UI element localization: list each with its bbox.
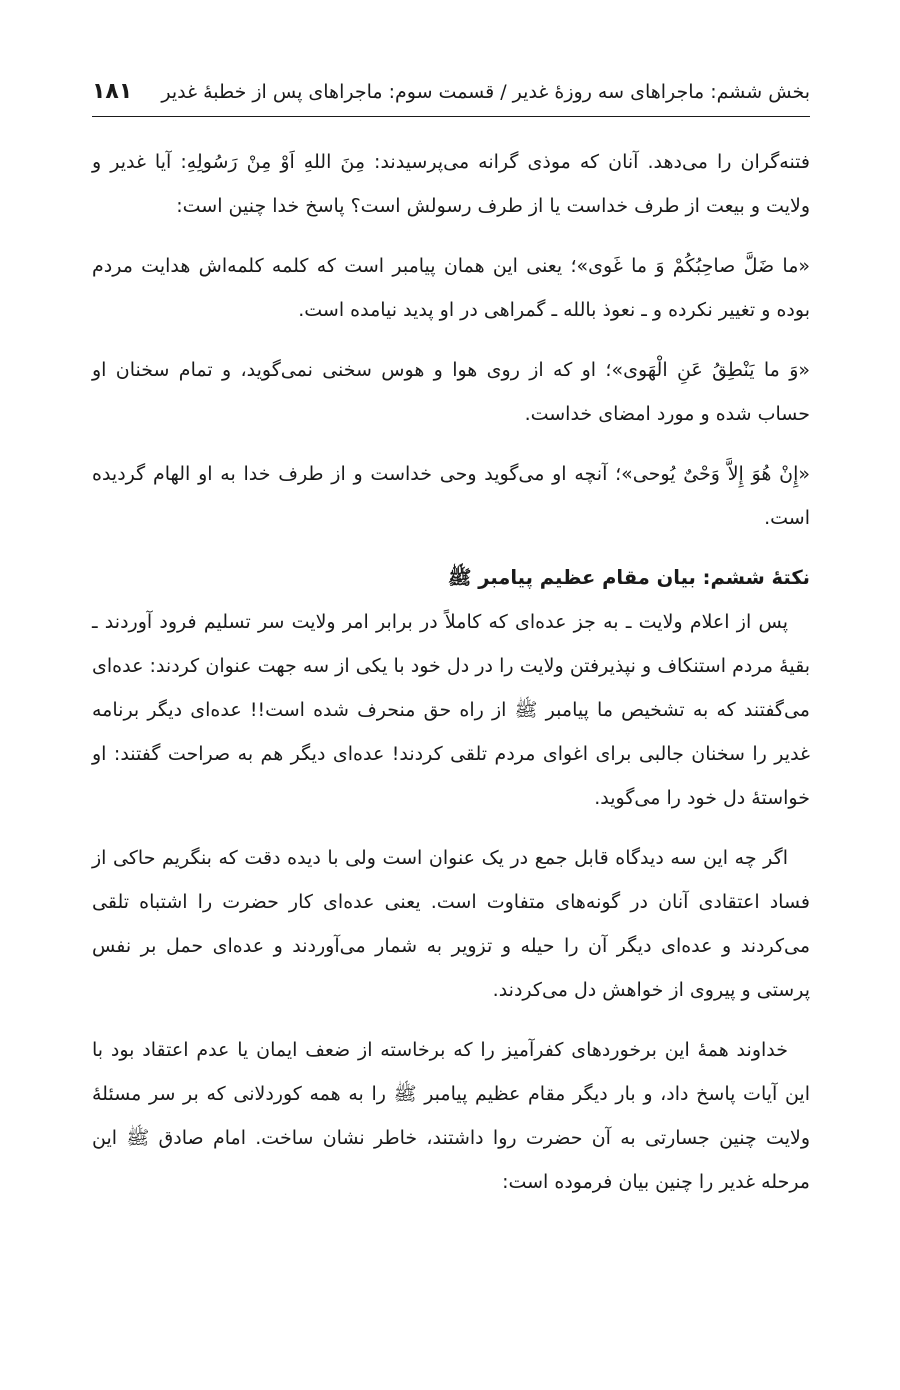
- section-paragraph-2: اگر چه این سه دیدگاه قابل جمع در یک عنوان است ولی با دیده دقت که بنگریم حاکی از فساد اعتقادی آنان در گونه‌های متفاوت است. یعنی عده‌ای کار حضرت را اشتباه تلقی می‌کردند و عده‌ای دیگر آن را حیله و تزویر به شمار می‌آوردند و عده‌ای حمل بر نفس پرستی و پیروی از خواهش دل می‌کردند.: [92, 847, 810, 1001]
- paragraph-4: «إِنْ هُوَ إِلاَّ وَحْیٌ یُوحی»؛ آنچه او می‌گوید وحی خداست و از طرف خدا به او الهام گردیده است.: [92, 463, 810, 529]
- paragraph-3: «وَ ما یَنْطِقُ عَنِ الْهَوی»؛ او که از روی هوا و هوس سخنی نمی‌گوید، و تمام سخنان او حساب شده و مورد امضای خداست.: [92, 359, 810, 425]
- section-paragraph-3: خداوند همۀ این برخوردهای کفرآمیز را که برخاسته از ضعف ایمان یا عدم اعتقاد بود با این آیات پاسخ داد، و بار دیگر مقام عظیم پیامبر ﷺ را به همه کوردلانی که بر سر مسئلۀ ولایت چنین جسارتی به آن حضرت روا داشتند، خاطر نشان ساخت. امام صادق ﷺ این مرحله غدیر را چنین بیان فرموده است:: [92, 1039, 810, 1193]
- header-title: بخش ششم: ماجراهای سه روزۀ غدیر / قسمت سوم: ماجراهای پس از خطبۀ غدیر: [161, 81, 810, 103]
- paragraph-1: فتنه‌گران را می‌دهد. آنان که موذی گرانه می‌پرسیدند: مِنَ اللهِ اَوْ مِنْ رَسُولِهِ: آیا غدیر و ولایت و بیعت از طرف خداست یا از طرف رسولش است؟ پاسخ خدا چنین است:: [92, 151, 810, 217]
- book-page: [92, 0, 810, 1390]
- page-number: ۱۸۱: [92, 79, 133, 104]
- page-body: [92, 140, 810, 1220]
- section-paragraph-1: پس از اعلام ولایت ـ به جز عده‌ای که کاملاً در برابر امر ولایت سر تسلیم فرود آوردند ـ بقیۀ مردم استنکاف و نپذیرفتن ولایت را در دل خود با یکی از سه جهت عنوان کردند: عده‌ای می‌گفتند که به تشخیص ما پیامبر ﷺ از راه حق منحرف شده است!! عده‌ای دیگر برنامه غدیر را سخنان جالبی برای اغوای مردم تلقی کردند! عده‌ای دیگر هم به صراحت گفتند: او خواستۀ دل خود را می‌گوید.: [92, 611, 810, 809]
- paragraph-2: «ما ضَلَّ صاحِبُکُمْ وَ ما غَوی»؛ یعنی این همان پیامبر است که کلمه کلمه‌اش هدایت مردم بوده و تغییر نکرده و ـ نعوذ بالله ـ گمراهی در او پدید نیامده است.: [92, 255, 810, 321]
- running-header: [92, 66, 810, 106]
- header-divider: [92, 116, 810, 117]
- section-heading: نکتۀ ششم: بیان مقام عظیم پیامبر ﷺ: [447, 566, 810, 589]
